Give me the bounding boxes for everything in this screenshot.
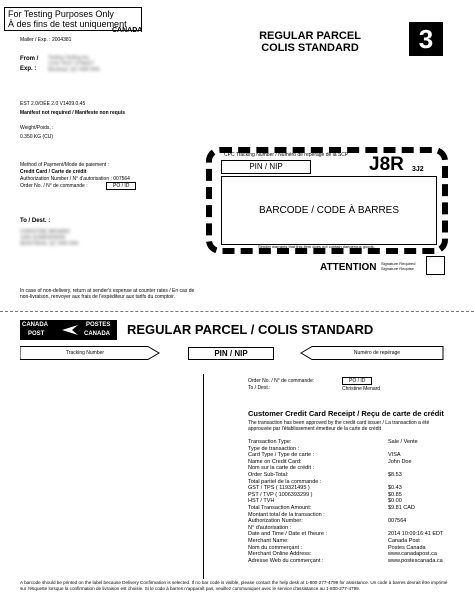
receipt-row [248, 498, 458, 505]
logo-postes: POSTES [86, 322, 111, 328]
to-line: 1366 SOMEWHERE [20, 235, 66, 241]
weight-value: 0.350 KG (CU) [20, 134, 54, 140]
from-line: Testing Testing Inc. [48, 55, 91, 61]
receipt-row-value [388, 446, 458, 453]
receipt-row-label: Merchant Name: [248, 537, 289, 544]
receipt-title: Customer Credit Card Receipt / Reçu de carte de crédit [248, 409, 444, 418]
vertical-divider [203, 374, 204, 579]
receipt-row-value [388, 512, 458, 519]
receipt-row [248, 538, 458, 545]
receipt-row-value: 007564 [388, 518, 407, 525]
receipt-row-label: HST / TVH [248, 498, 275, 505]
receipt-row-label: GST / TPS ( 119321495 ) [248, 485, 310, 492]
part-number: 3 [409, 22, 443, 56]
ldu-code: 3J2 [412, 166, 424, 173]
receipt-row-value: $0.85 [388, 491, 402, 498]
warrant-text: Sender warrants that this item does not contain dangerous goods. [258, 244, 375, 249]
receipt-row-value: VISA [388, 452, 401, 459]
service-title [250, 30, 370, 54]
receipt-row-value: $8.53 [388, 471, 402, 478]
from-line: Montreal, QC H0H 0H0 [48, 67, 100, 73]
receipt-pin-box [188, 347, 274, 360]
receipt-service-title: REGULAR PARCEL / COLIS STANDARD [127, 322, 374, 337]
receipt-to-value: Christine Menard [342, 386, 381, 392]
receipt-row-value: Canada Post [388, 537, 420, 544]
receipt-table [248, 439, 458, 564]
reperage-arrow [300, 346, 444, 360]
receipt-row [248, 505, 458, 512]
receipt-row-label: Transaction Type: [248, 439, 292, 445]
receipt-row-label: PST / TVP ( 1006393299 ) [248, 491, 313, 498]
receipt-intro: The transaction has been approved by the credit card issuer / La transaction a été approuvée par l'établissement émetteur de la carte de crédit [248, 420, 430, 432]
receipt-row-label: Total partiel de la commande : [248, 478, 322, 485]
canada-post-logo [20, 320, 117, 340]
receipt-row [248, 551, 458, 558]
from-address [48, 55, 100, 73]
receipt-row-label: Date and Time / Date et l'heure : [248, 531, 328, 538]
eagle-icon [60, 322, 80, 338]
receipt-row-label: Name on Credit Card: [248, 458, 302, 465]
receipt-row [248, 545, 458, 552]
signature-required-fr: Signature Requise [381, 266, 414, 271]
est-line: EST 2.0/OÉE 2.0 V1409.0.45 [20, 101, 86, 107]
receipt-row [248, 459, 458, 466]
barcode-label: BARCODE / CODE À BARRES [258, 205, 400, 216]
logo-post: POST [28, 331, 45, 337]
non-delivery-text: In case of non-delivery, return at sender's expense at counter rates / En cas de non-livraison, renvoyer aux frais de l'expéditeur aux tarifs du comptoir. [20, 288, 195, 300]
receipt-row [248, 558, 458, 565]
logo-canada: CANADA [22, 322, 48, 328]
signature-required [381, 261, 415, 271]
from-line: 1234 TEST STREET [48, 61, 95, 67]
receipt-row-label: Authorization Number: [248, 518, 303, 525]
receipt-row [248, 479, 458, 486]
payment-label: Method of Payment/Mode de paiement : [20, 162, 109, 168]
barcode-box [221, 176, 437, 245]
signature-required-en: Signature Required [381, 261, 416, 266]
receipt-row-value [388, 479, 458, 486]
reperage-label: Numéro de repérage [353, 350, 401, 356]
receipt-row-value: Sale / Vente [388, 439, 418, 445]
receipt-row-value: $9.81 CAD [388, 504, 415, 511]
receipt-row-label: Montant total de la transaction : [248, 511, 325, 518]
receipt-order-label: Order No. / N° de commande: [248, 378, 315, 384]
receipt-row [248, 518, 458, 525]
to-line: MONTREAL QC H0H 0H0 [20, 241, 79, 247]
receipt-row-value [388, 525, 458, 532]
logo-canada2: CANADA [84, 331, 110, 337]
testing-stamp-line1: For Testing Purposes Only [8, 9, 114, 19]
service-line1: REGULAR PARCEL [259, 30, 361, 42]
receipt-row [248, 525, 458, 532]
receipt-row-label: N° d'autorisation : [248, 524, 292, 531]
signature-checkbox [426, 256, 445, 275]
to-address [20, 229, 78, 247]
tracking-number-label: Tracking Number [65, 350, 105, 356]
to-label: To / Dest. : [20, 218, 51, 224]
footer-note: A barcode should be printed on the label because Delivery Confirmation is selected. If no bar code is visible, please contact the help desk at 1-800-277-4799 for assistance. Un code à barres devrait être imprimé sur l'étiquette lorsque la confirmation de livraison est choisie. Si le code à barres n'apparaît pas, veuillez communiquer avec le service d'assistance au 1-800-277-4799. [20, 580, 448, 591]
receipt-row [248, 512, 458, 519]
receipt-row [248, 492, 458, 499]
receipt-row [248, 446, 458, 453]
from-label: From / [20, 56, 39, 62]
receipt-row-value: $0.00 [388, 498, 402, 505]
receipt-row [248, 531, 458, 538]
receipt-row-label: Order Sub-Total: [248, 471, 289, 478]
to-line: CHRISTINE MENARD [20, 229, 71, 235]
pin-label: PIN / NIP [249, 162, 283, 171]
receipt-to-label: To / Dest.: [248, 385, 271, 391]
receipt-row-label: Total Transaction Amount: [248, 504, 312, 511]
receipt-row-label: Nom sur la carte de crédit : [248, 465, 315, 472]
payment-method: Credit Card / Carte de crédit [20, 169, 87, 175]
manifest: Manifest not required / Manifeste non requis [20, 110, 126, 116]
receipt-row-value: www.postescanada.ca [388, 557, 443, 564]
receipt-row-value: www.canadapost.ca [388, 551, 437, 558]
receipt-row [248, 452, 458, 459]
receipt-row-value: 2014 10:09:16:41 EDT [388, 531, 444, 538]
receipt-row-label: Adresse Web du commerçant : [248, 557, 324, 564]
receipt-row-label: Card Type / Type de carte : [248, 452, 315, 459]
receipt-row-label: Nom du commerçant : [248, 544, 303, 551]
receipt-row-value: $0.43 [388, 485, 402, 492]
receipt-row-value: John Doe [388, 458, 412, 465]
receipt-row [248, 439, 458, 446]
receipt-row-value: Postes Canada [388, 544, 426, 551]
separator [0, 311, 474, 312]
receipt-order-value: PO / ID [342, 377, 372, 385]
service-line2: COLIS STANDARD [261, 42, 359, 54]
authorization: Authorization Number / N° d'autorisation : 007564 [20, 176, 130, 182]
service-partial-top: CANADA [112, 27, 143, 34]
testing-stamp-line2: À des fins de test uniquement [8, 19, 127, 29]
receipt-row-value [388, 465, 458, 472]
mailer-exp: Mailer / Exp. : 2004381 [20, 37, 72, 43]
receipt-row-label: Type de transaction : [248, 445, 300, 452]
receipt-row-label: Merchant Online Address: [248, 551, 312, 558]
pin-box [221, 160, 311, 174]
order-value: PO / ID [106, 182, 136, 190]
receipt-row [248, 465, 458, 472]
receipt-row [248, 472, 458, 479]
tracking-box-title: CPC Tracking Number / Numéro de repérage de la SCP [224, 152, 349, 158]
receipt-pin-label: PIN / NIP [214, 349, 248, 358]
fsa-code: J8R [369, 154, 404, 175]
exp-label: Exp. : [20, 66, 37, 72]
tracking-number-arrow [20, 346, 160, 360]
order-label: Order No. / N° de commande : [20, 183, 88, 189]
weight-label: Weight/Poids, : [20, 125, 54, 131]
receipt-row [248, 485, 458, 492]
attention-label: ATTENTION [320, 262, 377, 273]
